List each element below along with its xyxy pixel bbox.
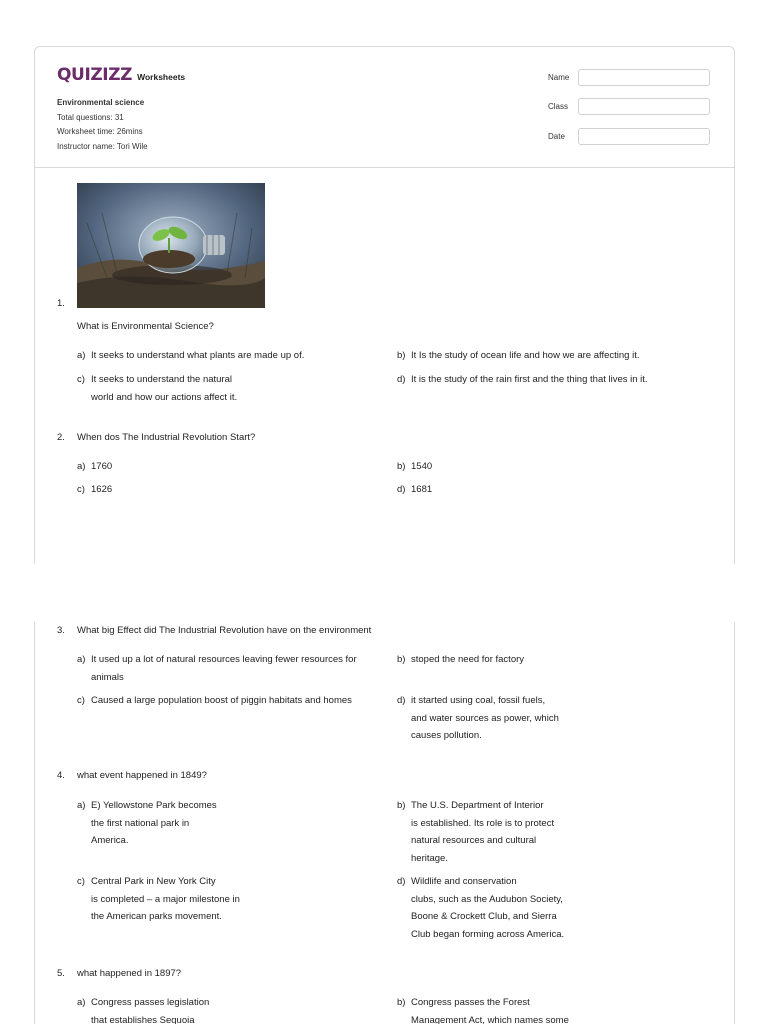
option-text — [91, 994, 209, 1024]
option-line: is completed – a major milestone in — [91, 893, 240, 905]
option-text: It seeks to understand what plants are made up of. — [91, 350, 305, 361]
question-3-text: What big Effect did The Industrial Revolution have on the environment — [77, 625, 372, 636]
name-field[interactable] — [578, 69, 710, 86]
option-letter: b) — [397, 800, 406, 811]
question-3-option-c[interactable] — [77, 692, 352, 710]
option-text — [411, 692, 559, 745]
option-text: Caused a large population boost of piggin habitats and homes — [91, 695, 352, 706]
option-line: The U.S. Department of Interior — [411, 800, 544, 811]
option-letter: b) — [397, 350, 406, 361]
question-1-text: What is Environmental Science? — [77, 321, 214, 332]
question-3-option-a[interactable] — [77, 651, 397, 686]
option-letter: d) — [397, 695, 406, 706]
option-letter: b) — [397, 997, 406, 1008]
option-letter: c) — [77, 374, 85, 385]
option-line: Management Act, which names some — [411, 1014, 569, 1024]
option-letter: d) — [397, 876, 406, 887]
question-4-number: 4. — [57, 770, 65, 781]
option-text — [91, 873, 240, 926]
question-4-text: what event happened in 1849? — [77, 770, 207, 781]
logo-wordmark: QUIZIZZ — [57, 65, 133, 85]
question-2-option-d[interactable] — [397, 481, 432, 499]
question-4-option-c[interactable] — [77, 873, 240, 926]
option-line: is established. Its role is to protect — [411, 817, 555, 829]
option-line: world and how our actions affect it. — [91, 391, 238, 403]
option-text: stoped the need for factory — [411, 654, 525, 665]
option-line: the American parks movement. — [91, 911, 222, 922]
question-3-option-b[interactable] — [397, 651, 524, 669]
option-line: Congress passes the Forest — [411, 997, 530, 1008]
question-1-option-a[interactable] — [77, 347, 304, 365]
option-line: causes pollution. — [411, 730, 482, 741]
option-line: Central Park in New York City — [91, 876, 216, 887]
option-line: Wildlife and conservation — [411, 876, 517, 887]
option-text — [411, 873, 564, 943]
option-letter: d) — [397, 374, 406, 385]
question-5-number: 5. — [57, 968, 65, 979]
question-4-option-a[interactable] — [77, 797, 217, 850]
question-5-option-b[interactable] — [397, 994, 569, 1024]
question-2-option-c[interactable] — [77, 481, 112, 499]
option-text — [91, 797, 217, 850]
option-letter: a) — [77, 654, 86, 665]
option-letter: d) — [397, 484, 406, 495]
worksheet-time: Worksheet time: 26mins — [57, 127, 143, 136]
option-letter: a) — [77, 350, 86, 361]
question-3-option-d[interactable] — [397, 692, 559, 745]
option-text — [411, 797, 554, 867]
header-divider — [35, 167, 734, 168]
option-letter: c) — [77, 876, 85, 887]
question-3-number: 3. — [57, 625, 65, 636]
option-text — [91, 371, 237, 406]
total-questions: Total questions: 31 — [57, 112, 124, 122]
question-1-option-c[interactable] — [77, 371, 237, 406]
question-2-option-a[interactable] — [77, 458, 112, 476]
worksheet-meta — [57, 96, 148, 154]
option-letter: b) — [397, 654, 406, 665]
question-2-option-b[interactable] — [397, 458, 432, 476]
option-text: 1760 — [91, 461, 113, 472]
option-text: 1540 — [411, 461, 433, 472]
option-letter: a) — [77, 461, 86, 472]
class-field-row — [548, 98, 710, 115]
name-label: Name — [548, 73, 570, 82]
name-field-row — [548, 69, 710, 86]
option-text: 1681 — [411, 484, 433, 495]
option-line: America. — [91, 835, 129, 846]
option-line: the first national park in — [91, 817, 190, 829]
question-1-image — [77, 183, 265, 308]
option-letter: a) — [77, 997, 86, 1008]
worksheet-page-1 — [34, 46, 735, 564]
question-2-text: When dos The Industrial Revolution Start? — [77, 432, 256, 443]
option-text — [411, 994, 569, 1024]
question-1-number: 1. — [57, 298, 65, 309]
quizizz-logo — [57, 65, 185, 85]
option-text — [91, 651, 357, 686]
logo-subtitle: Worksheets — [137, 72, 186, 82]
option-line: natural resources and cultural — [411, 835, 537, 846]
option-text: It Is the study of ocean life and how we are affecting it. — [411, 350, 640, 361]
date-field[interactable] — [578, 128, 710, 145]
option-line: It used up a lot of natural resources leaving fewer resources for — [91, 654, 357, 665]
question-1-option-b[interactable] — [397, 347, 640, 365]
question-2-number: 2. — [57, 432, 65, 443]
option-line: it started using coal, fossil fuels, — [411, 695, 546, 706]
question-4-option-b[interactable] — [397, 797, 554, 867]
class-field[interactable] — [578, 98, 710, 115]
option-letter: b) — [397, 461, 406, 472]
option-line: Boone & Crockett Club, and Sierra — [411, 911, 557, 922]
class-label: Class — [548, 102, 569, 111]
question-5-text: what happened in 1897? — [77, 968, 182, 979]
date-field-row — [548, 128, 710, 145]
question-5-option-a[interactable] — [77, 994, 209, 1024]
option-line: clubs, such as the Audubon Society, — [411, 893, 563, 905]
option-line: E) Yellowstone Park becomes — [91, 800, 217, 811]
option-line: and water sources as power, which — [411, 712, 559, 724]
option-text: 1626 — [91, 484, 113, 495]
option-letter: c) — [77, 484, 85, 495]
option-line: Club began forming across America. — [411, 928, 565, 940]
question-4-option-d[interactable] — [397, 873, 564, 943]
option-letter: a) — [77, 800, 86, 811]
option-line: heritage. — [411, 852, 448, 864]
instructor-name: Instructor name: Tori Wile — [57, 141, 148, 151]
option-line: It seeks to understand the natural — [91, 374, 233, 385]
option-line: animals — [91, 671, 124, 683]
option-letter: c) — [77, 695, 85, 706]
date-label: Date — [548, 132, 565, 141]
option-line: that establishes Sequoia — [91, 1014, 195, 1024]
question-1-option-d[interactable] — [397, 371, 648, 389]
worksheet-subject: Environmental science — [57, 98, 145, 107]
option-text: It is the study of the rain first and the thing that lives in it. — [411, 374, 648, 385]
option-line: Congress passes legislation — [91, 997, 210, 1008]
lightbulb-plant-illustration — [77, 183, 265, 308]
